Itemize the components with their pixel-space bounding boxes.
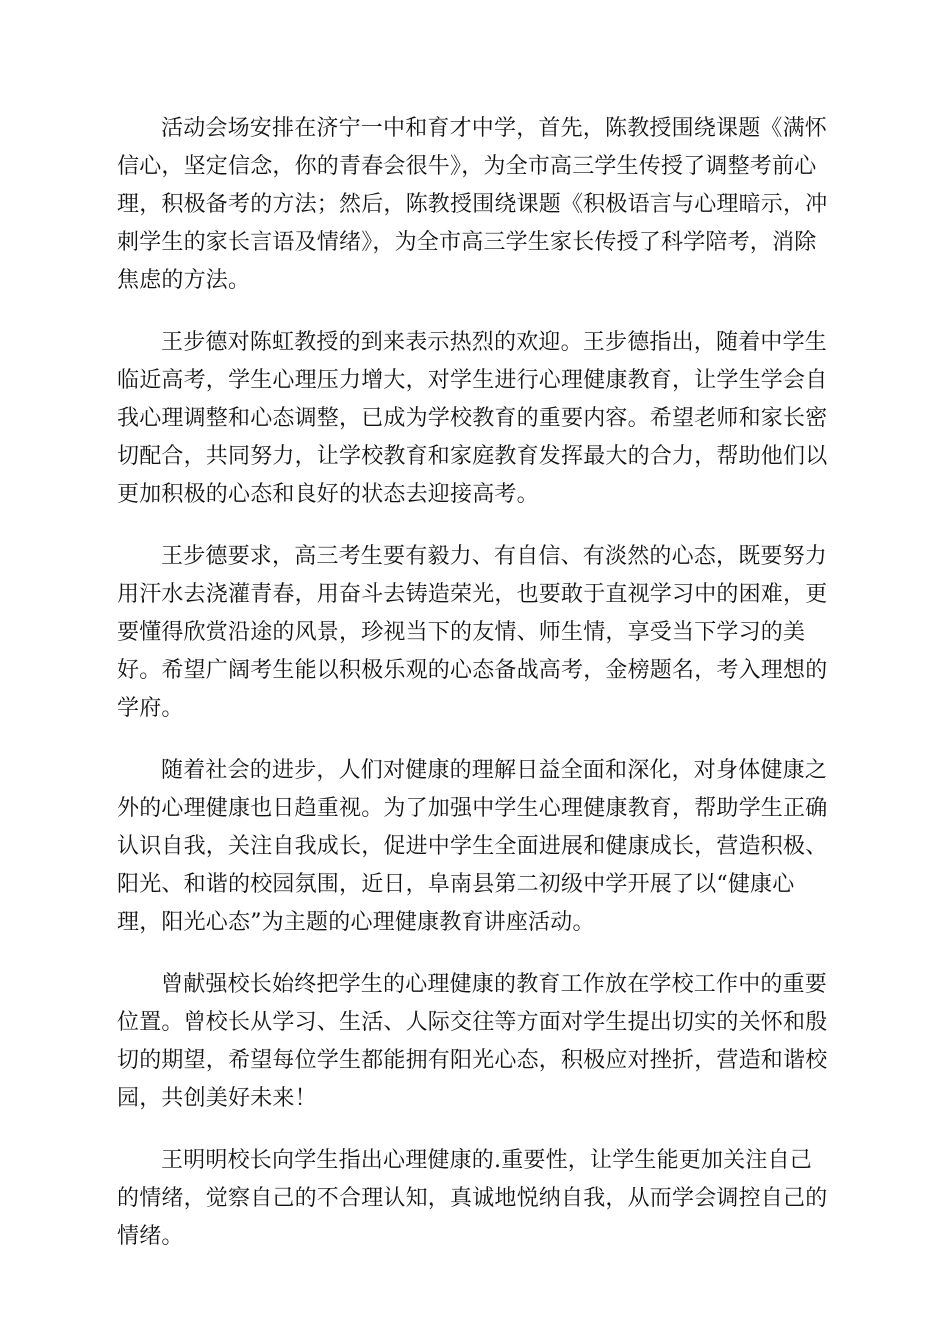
paragraph-line: 位置。曾校长从学习、生活、人际交往等方面对学生提出切实的关怀和殷 [117,1010,828,1035]
paragraph-line: 王明明校长向学生指出心理健康的.重要性，让学生能更加关注自己 [161,1148,812,1173]
paragraph-line: 王步德对陈虹教授的到来表示热烈的欢迎。王步德指出，随着中学生 [161,330,828,355]
paragraph-line: 情绪。 [117,1224,184,1249]
paragraph-line: 要懂得欣赏沿途的风景，珍视当下的友情、师生情，享受当下学习的美 [117,620,806,645]
paragraph-2 [117,324,835,514]
paragraph-line: 理，积极备考的方法；然后，陈教授围绕课题《积极语言与心理暗示，冲 [117,192,828,217]
paragraph-line: 理，阳光心态”为主题的心理健康教育讲座活动。 [117,910,595,935]
paragraph-3 [117,538,835,728]
paragraph-line: 随着社会的进步，人们对健康的理解日益全面和深化，对身体健康之 [161,758,828,783]
paragraph-6 [117,1142,835,1256]
paragraph-line: 园，共创美好未来！ [117,1086,317,1111]
paragraph-line: 曾献强校长始终把学生的心理健康的教育工作放在学校工作中的重要 [161,972,828,997]
paragraph-line: 学府。 [117,696,184,721]
paragraph-line: 刺学生的家长言语及情绪》，为全市高三学生家长传授了科学陪考，消除 [117,230,817,255]
paragraph-4 [117,752,835,942]
paragraph-line: 的情绪，觉察自己的不合理认知，真诚地悦纳自我，从而学会调控自己的 [117,1186,828,1211]
paragraph-line: 临近高考，学生心理压力增大，对学生进行心理健康教育，让学生学会自 [117,368,828,393]
paragraph-line: 外的心理健康也日趋重视。为了加强中学生心理健康教育，帮助学生正确 [117,796,828,821]
paragraph-line: 信心，坚定信念，你的青春会很牛》，为全市高三学生传授了调整考前心 [117,154,817,179]
paragraph-line: 焦虑的方法。 [117,268,251,293]
paragraph-line: 认识自我，关注自我成长，促进中学生全面进展和健康成长，营造积极、 [117,834,828,859]
paragraph-line: 切配合，共同努力，让学校教育和家庭教育发挥最大的合力，帮助他们以 [117,444,828,469]
paragraph-line: 活动会场安排在济宁一中和育才中学，首先，陈教授围绕课题《满怀 [161,116,828,141]
paragraph-line: 王步德要求，高三考生要有毅力、有自信、有淡然的心态，既要努力 [161,544,828,569]
document-body [117,110,835,1280]
paragraph-line: 用汗水去浇灌青春，用奋斗去铸造荣光，也要敢于直视学习中的困难，更 [117,582,828,607]
paragraph-line: 好。希望广阔考生能以积极乐观的心态备战高考，金榜题名，考入理想的 [117,658,828,683]
paragraph-line: 切的期望，希望每位学生都能拥有阳光心态，积极应对挫折，营造和谐校 [117,1048,828,1073]
paragraph-line: 更加积极的心态和良好的状态去迎接高考。 [117,482,539,507]
paragraph-line: 我心理调整和心态调整，已成为学校教育的重要内容。希望老师和家长密 [117,406,828,431]
paragraph-1 [117,110,835,300]
paragraph-5 [117,966,835,1118]
paragraph-line: 阳光、和谐的校园氛围，近日，阜南县第二初级中学开展了以“健康心 [117,872,795,897]
